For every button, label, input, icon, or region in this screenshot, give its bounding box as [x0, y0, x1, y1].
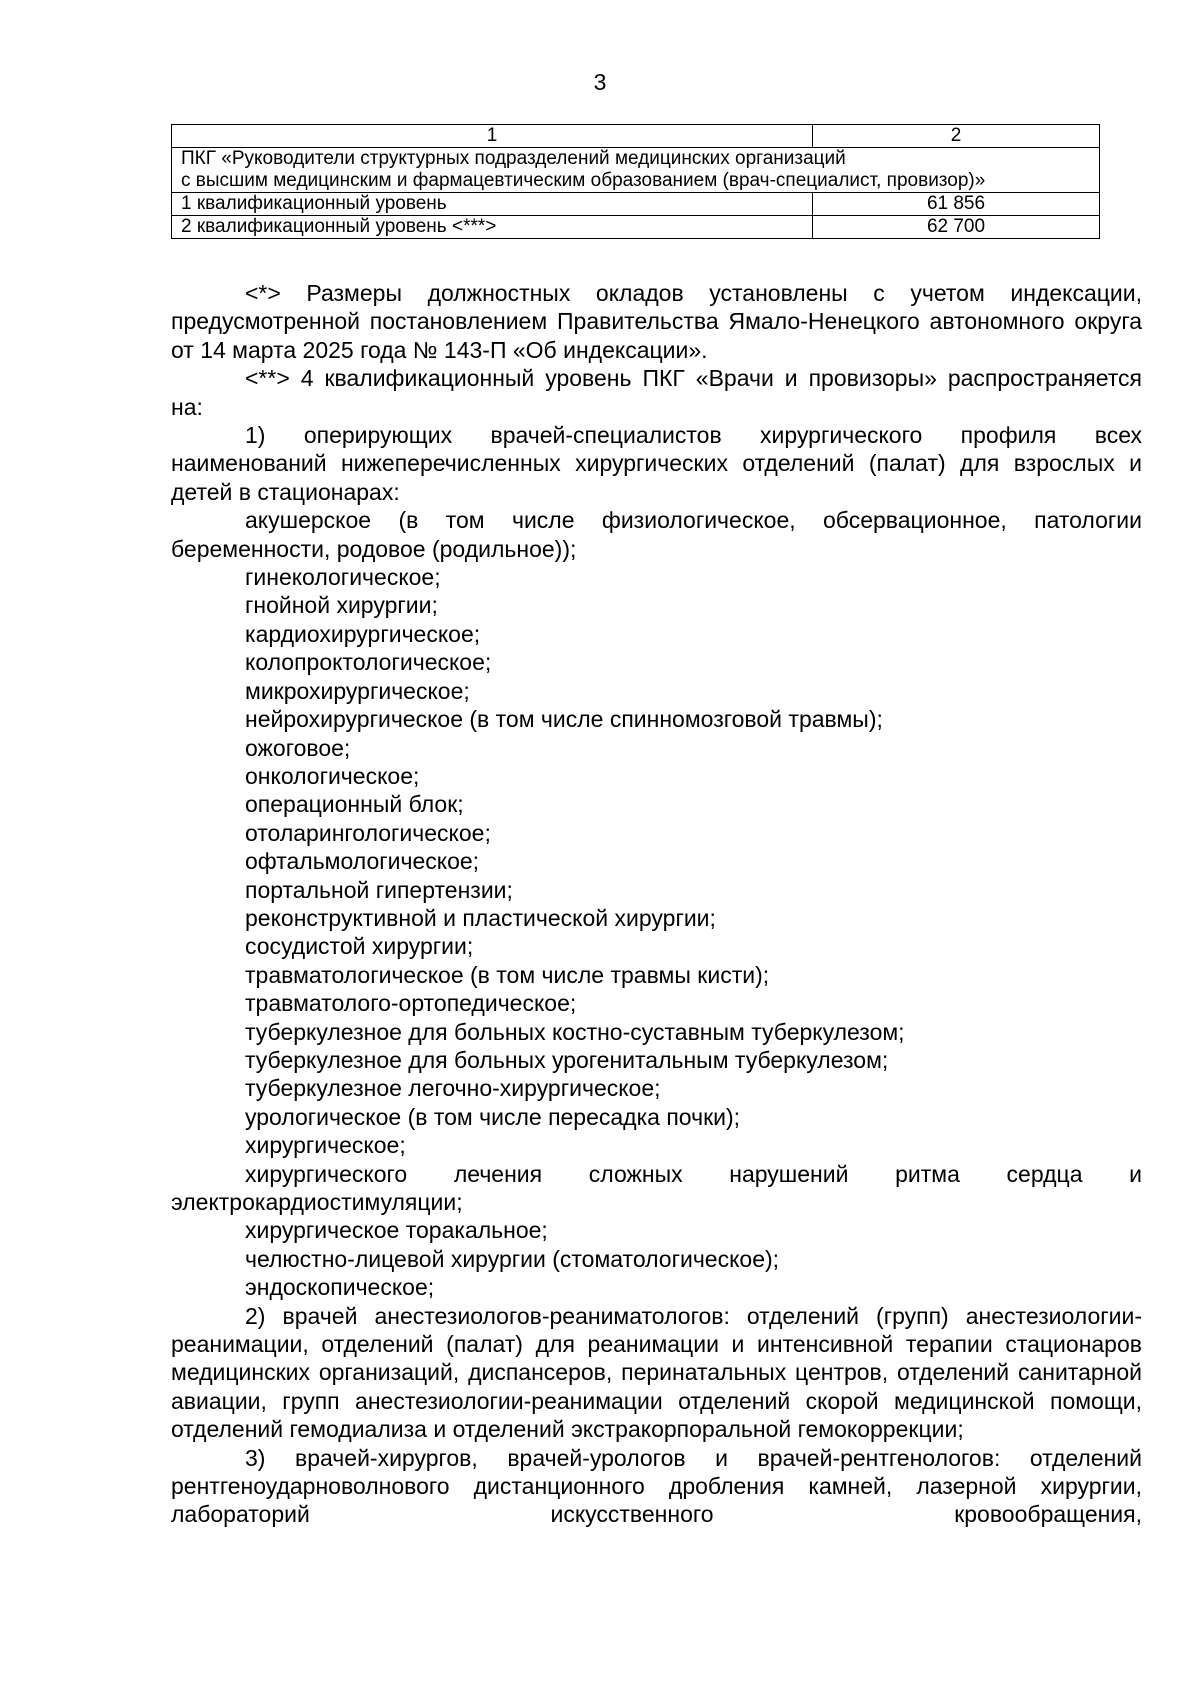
department-item: туберкулезное для больных костно-суставным туберкулезом; — [245, 1018, 905, 1045]
department-item: акушерское (в том числе физиологическое, обсервационное, патологии беременности, родовое (родильное)); — [171, 507, 1142, 562]
footnote-paragraph: <*> Размеры должностных окладов установлены с учетом индексации, предусмотренной постановлением Правительства Ямало-Ненецкого автономного округа от 14 марта 2025 года № 143-П «Об индексации». — [171, 280, 1142, 363]
group-title-line: с высшим медицинским и фармацевтическим образованием (врач-специалист, провизор)» — [181, 170, 986, 191]
list-item-paragraph: 2) врачей анестезиологов-реаниматологов: отделений (групп) анестезиологии-реанимации, отделений (палат) для реанимации и интенсивной терапии стационаров медицинских организаций, диспансеров, перинатальных центров, отделений санитарной авиации, групп анестезиологии-реанимации отделений скорой медицинской помощи, отделений гемодиализа и отделений экстракорпоральной гемокоррекции; — [171, 1302, 1142, 1443]
department-item: хирургическое; — [245, 1132, 406, 1159]
document-body — [171, 279, 1142, 1529]
department-item: челюстно-лицевой хирургии (стоматологическое); — [245, 1245, 780, 1272]
department-item: туберкулезное легочно-хирургическое; — [245, 1075, 661, 1102]
department-item: микрохирургическое; — [245, 677, 470, 704]
department-item: отоларингологическое; — [245, 819, 491, 846]
department-item: операционный блок; — [245, 791, 464, 818]
table-header-cell: 2 — [813, 125, 1100, 148]
department-item: кардиохирургическое; — [245, 620, 481, 647]
table-header-cell: 1 — [172, 125, 813, 148]
footnote-paragraph: <**> 4 квалификационный уровень ПКГ «Врачи и провизоры» распространяется на: — [171, 365, 1142, 420]
qualification-level-cell: 2 квалификационный уровень <***> — [172, 216, 813, 239]
department-item: колопроктологическое; — [245, 649, 492, 676]
department-item: ожоговое; — [245, 734, 351, 761]
page-number: 3 — [593, 69, 607, 95]
department-item: туберкулезное для больных урогенитальным туберкулезом; — [245, 1046, 889, 1073]
department-list — [171, 506, 1142, 1301]
table-group-title — [172, 148, 1100, 193]
table-header-row — [172, 125, 1100, 148]
department-item: травматологическое (в том числе травмы кисти); — [245, 961, 770, 988]
department-item: эндоскопическое; — [245, 1274, 435, 1301]
department-item: гнойной хирургии; — [245, 592, 438, 619]
salary-table — [171, 124, 1100, 239]
group-title-line: ПКГ «Руководители структурных подразделений медицинских организаций — [181, 148, 846, 169]
department-item: офтальмологическое; — [245, 848, 480, 875]
salary-cell: 61 856 — [813, 193, 1100, 216]
department-item: хирургическое торакальное; — [245, 1217, 548, 1244]
table-row — [172, 216, 1100, 239]
department-item: урологическое (в том числе пересадка почки); — [245, 1103, 741, 1130]
department-item: сосудистой хирургии; — [245, 933, 474, 960]
qualification-level-cell: 1 квалификационный уровень — [172, 193, 813, 216]
department-item: портальной гипертензии; — [245, 876, 513, 903]
list-item-intro: 1) оперирующих врачей-специалистов хирургического профиля всех наименований нижеперечисленных хирургических отделений (палат) для взрослых и детей в стационарах: — [171, 422, 1142, 505]
department-item: хирургического лечения сложных нарушений ритма сердца и электрокардиостимуляции; — [171, 1160, 1142, 1215]
table-row — [172, 193, 1100, 216]
table-group-row — [172, 148, 1100, 193]
department-item: гинекологическое; — [245, 564, 441, 591]
department-item: травматолого-ортопедическое; — [245, 990, 577, 1017]
list-item-paragraph: 3) врачей-хирургов, врачей-урологов и врачей-рентгенологов: отделений рентгеноударноволнового дистанционного дробления камней, лазерной хирургии, лабораторий искусственного кровообращения, — [171, 1444, 1142, 1528]
department-item: нейрохирургическое (в том числе спинномозговой травмы); — [245, 706, 883, 733]
department-item: онкологическое; — [245, 762, 420, 789]
department-item: реконструктивной и пластической хирургии; — [245, 904, 716, 931]
salary-cell: 62 700 — [813, 216, 1100, 239]
